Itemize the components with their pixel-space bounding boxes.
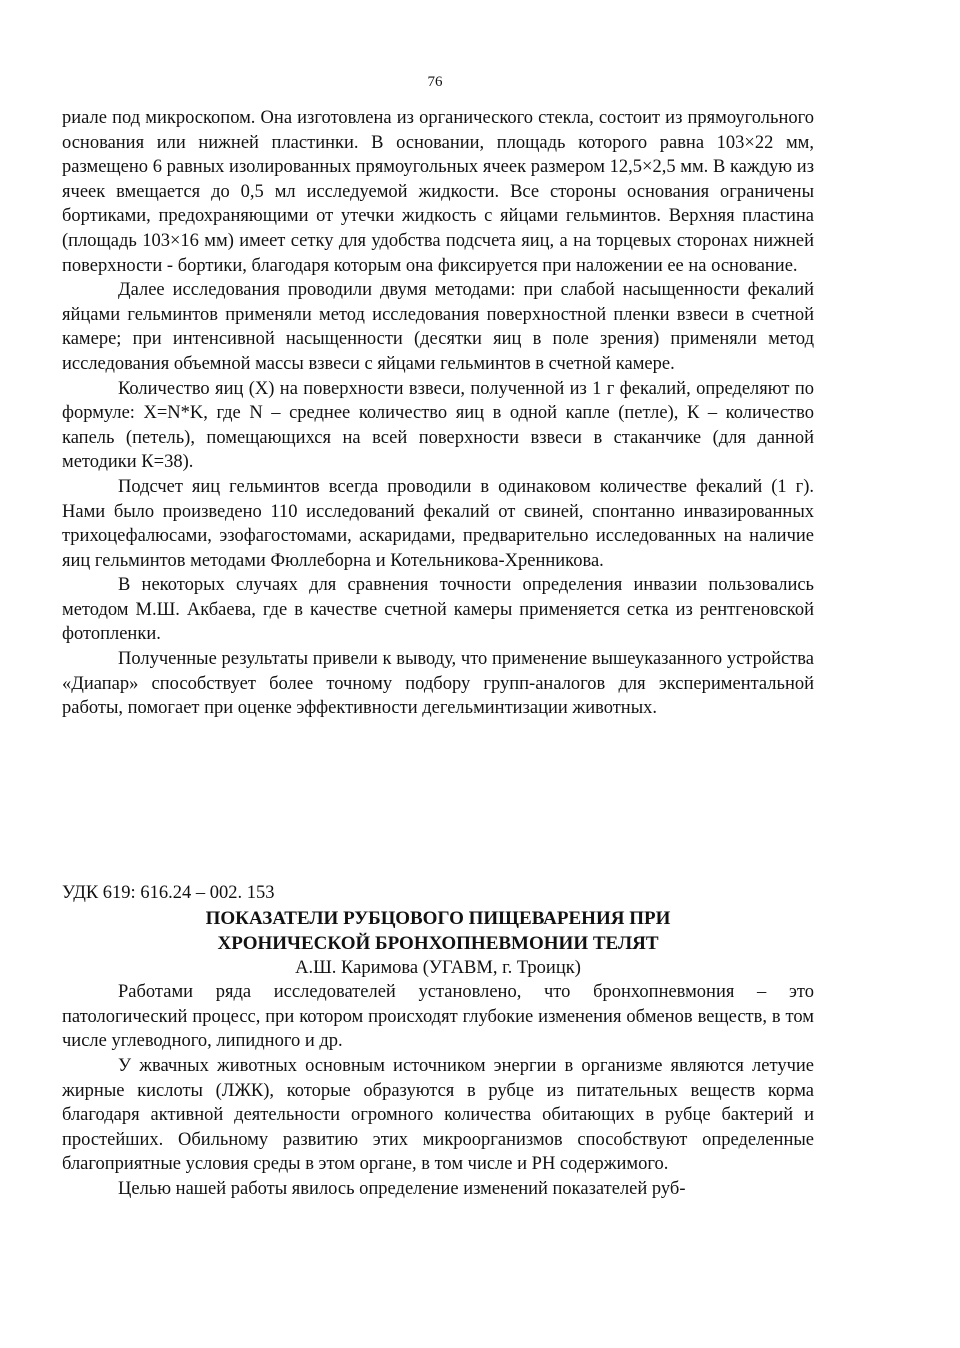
article-paragraph-goal: Целью нашей работы явилось определение изменений показателей руб- bbox=[118, 1178, 686, 1199]
article-paragraph-energy: У жвачных животных основным источником энергии в организме являются летучие жирные кислоты (ЛЖК), которые образуются в рубце из питательных веществ корма благодаря активной деятельности огромного количества обитающих в рубце бактерий и простейших. Обильному развитию этих микроорганизмов способствуют определенные благоприятные условия среды в этом органе, в том числе и РН содержимого. bbox=[62, 1055, 814, 1175]
paragraph-conclusion: Полученные результаты привели к выводу, что применение вышеуказанного устройства «Диапар» способствует более точному подбору групп-аналогов для экспериментальной работы, помогает при оценке эффективности дегельминтизации животных. bbox=[62, 649, 814, 719]
paragraph-counting: Подсчет яиц гельминтов всегда проводили в одинаковом количестве фекалий (1 г). Нами было произведено 110 исследований фекалий от свиней, спонтанно инвазированных трихоцефалюсами, эзофагостомами, аскаридами, предварительно исследованных на наличие яиц гельминтов методами Фюллеборна и Котельникова-Хренникова. bbox=[62, 476, 814, 571]
new-article bbox=[62, 881, 814, 1202]
article-title-line-2: ХРОНИЧЕСКОЙ БРОНХОПНЕВМОНИИ ТЕЛЯТ bbox=[217, 932, 659, 954]
udc-code: УДК 619: 616.24 – 002. 153 bbox=[62, 883, 275, 903]
paragraph-methods: Далее исследования проводили двумя методами: при слабой насыщенности фекалий яйцами гельминтов применяли метод исследования поверхностной пленки взвеси в счетной камере; при интенсивной насыщенности (десятки яиц в поле зрения) применяли метод исследования объемной массы взвеси с яйцами гельминтов в счетной камере. bbox=[62, 280, 814, 374]
article-title-line-1: ПОКАЗАТЕЛИ РУБЦОВОГО ПИЩЕВАРЕНИЯ ПРИ bbox=[205, 907, 671, 929]
paragraph-formula: Количество яиц (Х) на поверхности взвеси, полученной из 1 г фекалий, определяют по формуле: X=N*K, где N – среднее количество яиц в одной капле (петле), К – количество капель (петель), помещающихся на всей поверхности взвеси в стаканчике (для данной методики К=38). bbox=[62, 378, 814, 473]
article-title bbox=[62, 906, 814, 956]
previous-article-continuation bbox=[62, 106, 814, 721]
paragraph-comparison: В некоторых случаях для сравнения точности определения инвазии пользовались методом М.Ш. Акбаева, где в качестве счетной камеры применяется сетка из рентгеновской фотопленки. bbox=[62, 575, 814, 645]
article-paragraph-intro: Работами ряда исследователей установлено, что бронхопневмония – это патологический процесс, при котором происходят глубокие изменения обменов веществ, в том числе углеводного, липидного и др. bbox=[62, 982, 814, 1052]
page-number: 76 bbox=[427, 74, 443, 90]
paragraph-continuation: риале под микроскопом. Она изготовлена из органического стекла, состоит из прямоугольного основания или нижней пластинки. В основании, площадь которого равна 103×22 мм, размещено 6 равных изолированных прямоугольных ячеек размером 12,5×2,5 мм. В каждую из ячеек вмещается до 0,5 мл исследуемой жидкости. Все стороны основания ограничены бортиками, предохраняющими от утечки жидкость с яйцами гельминтов. Верхняя пластина (площадь 103×16 мм) имеет сетку для удобства подсчета яиц, а на торцевых сторонах нижней поверхности - бортики, благодаря которым она фиксируется при наложении ее на основание. bbox=[62, 108, 814, 276]
article-author: А.Ш. Каримова (УГАВМ, г. Троицк) bbox=[295, 957, 581, 978]
